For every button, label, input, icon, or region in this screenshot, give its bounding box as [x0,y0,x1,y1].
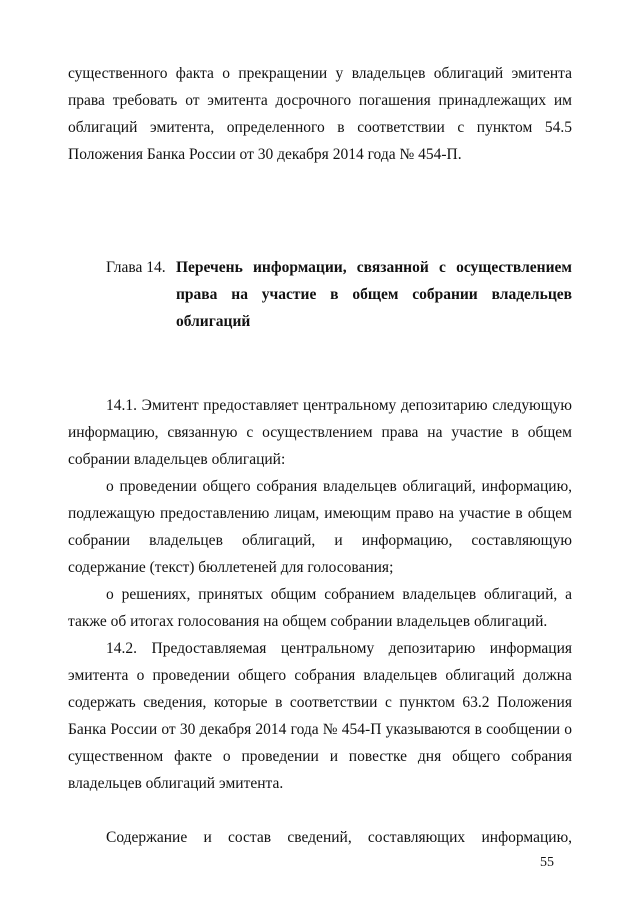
section-14-1-line [0,476,640,498]
section-14-1-line-text: содержание (текст) бюллетеней для голосования; [68,559,394,576]
word: состав [228,829,272,846]
word: права [381,424,419,441]
word: информацию, [361,532,453,549]
word: у [335,65,344,82]
word: проведении [119,478,197,495]
word: права [176,286,218,303]
word: облигаций [68,119,138,136]
word: владельцев [323,478,397,495]
word: дня [417,748,442,765]
section-14-1-line [0,611,640,633]
word: Эмитент [141,397,199,414]
word: от [185,92,200,109]
word: указываются [385,721,471,738]
chapter-title-line-text: облигаций [176,313,251,330]
chapter-title-line [0,257,640,279]
word: декабря [199,721,252,738]
word: а [565,586,572,603]
word: депозитарию [400,397,488,414]
word: участие [459,505,511,522]
word: и [329,748,338,765]
word: о [106,586,114,603]
word: на [427,424,443,441]
word: право [395,505,434,522]
word: в [511,424,519,441]
word: с [457,119,465,136]
top-paragraph-line [0,117,640,139]
word: с [385,694,392,711]
word: владельцев [351,65,426,82]
word: определенного [226,119,325,136]
word: содержать [68,694,136,711]
word: Содержание [106,829,188,846]
chapter-title-line [0,311,640,333]
word: облигаций [445,667,515,684]
word: факта [175,65,214,82]
word: связанную [167,424,238,441]
top-paragraph-line [0,144,640,166]
word: 54.5 [544,119,573,136]
word: с [439,259,446,276]
word: существенного [68,65,168,82]
word: собрания [256,478,318,495]
word: которые [213,694,268,711]
word: России [110,721,158,738]
word: осуществлением [262,424,373,441]
word: Банка [68,721,107,738]
word: общим [270,586,317,603]
word: составляющих [367,829,466,846]
word: пунктом [399,694,455,711]
word: общем [527,424,572,441]
word: сведения, [143,694,207,711]
word: 63.2 [462,694,490,711]
word: эмитента [68,667,129,684]
section-14-2-line-text: владельцев облигаций эмитента. [68,775,284,792]
word: 14.2. [106,640,137,657]
word: эмитента [511,65,573,82]
word: собрании [412,286,478,303]
word: осуществлением [456,259,572,276]
word: центральному [303,397,397,414]
word: от [161,721,176,738]
section-14-1-line [0,584,640,606]
word: на [231,286,248,303]
word: в [337,119,345,136]
word: общего [238,667,287,684]
word: проведении [152,667,230,684]
word: о [222,748,231,765]
word: владельцев [491,286,572,303]
word: № [322,721,338,738]
section-14-1-line [0,503,640,525]
word: информацию, [68,424,159,441]
word: имеющим [324,505,391,522]
section-14-1-line [0,422,640,444]
word: о [222,65,231,82]
word: на [438,505,455,522]
word: и [203,829,212,846]
word: собранием [324,586,395,603]
word: проведении [241,748,319,765]
word: требовать [112,92,178,109]
word: досрочного [275,92,352,109]
word: соответствии [357,119,445,136]
top-paragraph-line [0,63,640,85]
word: облигаций, [402,478,476,495]
word: года [290,721,319,738]
word: собрании [68,532,131,549]
top-paragraph-line [0,90,640,112]
word: следующую [492,397,572,414]
word: облигаций [433,65,504,82]
word: депозитарию [388,640,476,657]
word: владельцев [363,667,438,684]
section-14-2-line [0,665,640,687]
word: повестке [348,748,408,765]
word: 454-П [341,721,382,738]
chapter-title-line [0,284,640,306]
section-14-2-line [0,719,640,741]
word: Предоставляемая [151,640,267,657]
word: участие [261,286,317,303]
word: общем [352,286,399,303]
word: соответствии [289,694,378,711]
word: решениях, [121,586,191,603]
word: о [136,667,145,684]
word: лицам, [274,505,320,522]
word: и [334,532,343,549]
word: права [68,92,105,109]
word: владельцев [149,532,223,549]
word: эмитента [207,92,268,109]
word: сообщении [486,721,561,738]
chapter-number-text: Глава 14. [106,259,166,276]
word: пунктом [476,119,533,136]
word: информацию, [481,478,573,495]
section-14-1-line [0,449,640,471]
section-14-1-line [0,530,640,552]
page-number: 55 [540,855,554,870]
section-14-2-line [0,773,640,795]
word: общего [452,748,501,765]
word: информация [489,640,572,657]
word: предоставляет [203,397,299,414]
word: подлежащую [68,505,155,522]
word: сведений, [287,829,352,846]
closing-line [0,827,640,849]
word: эмитента, [150,119,215,136]
section-14-1-line [0,557,640,579]
word: факте [174,748,212,765]
word: с [246,424,254,441]
word: существенном [68,748,164,765]
word: им [553,92,572,109]
section-14-1-line-text: собрании владельцев облигаций: [68,451,286,468]
word: собрания [511,748,572,765]
word: в [515,505,523,522]
word: Перечень [176,259,243,276]
word: должна [522,667,572,684]
word: владельцев [402,586,477,603]
word: погашения [358,92,431,109]
word: прекращении [238,65,328,82]
word: 30 [179,721,196,738]
word: Положения [497,694,572,711]
section-14-1-line-text: также об итогах голосования на общем собрании владельцев облигаций. [68,613,548,630]
section-14-2-line [0,692,640,714]
word: облигаций, [484,586,558,603]
word: в [474,721,482,738]
word: информацию, [481,829,573,846]
section-14-1-line [0,395,640,417]
section-14-2-line [0,638,640,660]
word: информации, [253,259,347,276]
word: собрания [294,667,356,684]
word: 2014 [255,721,287,738]
word: общем [527,505,572,522]
word: составляющую [471,532,572,549]
word: в [330,286,339,303]
word: связанной [356,259,429,276]
word: участие [451,424,503,441]
word: принадлежащих [438,92,547,109]
word: облигаций, [242,532,316,549]
word: в [275,694,283,711]
word: принятых [198,586,263,603]
word: предоставлению [160,505,270,522]
word: 14.1. [106,397,137,414]
word: центральному [280,640,375,657]
top-paragraph-line-text: Положения Банка России от 30 декабря 2014 года № 454-П. [68,146,462,163]
word: о [564,721,573,738]
section-14-2-line [0,746,640,768]
word: общего [202,478,251,495]
word: о [106,478,114,495]
